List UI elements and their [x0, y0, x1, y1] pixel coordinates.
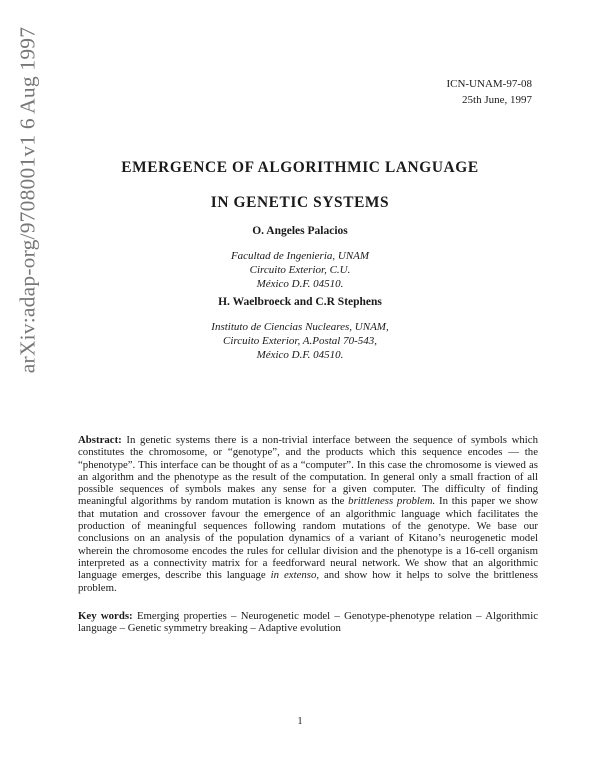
affiliation-2-line: Instituto de Ciencias Nucleares, UNAM,	[211, 321, 389, 333]
abstract-italic-1: brittleness problem.	[348, 495, 436, 508]
affiliation-2-line: Circuito Exterior, A.Postal 70-543,	[223, 335, 377, 347]
title-line-2: IN GENETIC SYSTEMS	[210, 194, 390, 211]
preprint-date: 25th June, 1997	[462, 94, 532, 106]
abstract-italic-2: in extenso,	[270, 569, 320, 582]
author-2: H. Waelbroeck and C.R Stephens	[218, 296, 382, 308]
abstract-text-3: and show how it helps to solve the brittleness problem.	[78, 569, 538, 594]
keywords	[78, 610, 538, 635]
affiliation-2	[0, 320, 600, 362]
abstract-text-1: In genetic systems there is a non-trivial interface between the sequence of symbols which constitutes the chromosome, or “genotype”, and the products which this sequence encodes — the “phenotype”. This interface can be thought of as a “computer”. In this case the chromosome is viewed as an algorithm and the phenotype as the result of the computation. In general only a small fraction of all possible sequences of symbols makes any sense for a given computer. The difficulty of finding meaningful algorithms by random mutation is known as the	[78, 434, 538, 508]
abstract	[78, 434, 538, 594]
abstract-label: Abstract:	[78, 434, 122, 446]
keywords-label: Key words:	[78, 610, 133, 622]
arxiv-identifier: arXiv:adap-org/9708001v1 6 Aug 1997	[15, 26, 40, 374]
title-line-1: EMERGENCE OF ALGORITHMIC LANGUAGE	[121, 159, 479, 176]
affiliation-2-line: México D.F. 04510.	[256, 349, 344, 361]
preprint-number: ICN-UNAM-97-08	[446, 78, 532, 90]
affiliation-1-line: Circuito Exterior, C.U.	[249, 264, 351, 276]
affiliation-1	[0, 249, 600, 291]
keywords-text: Emerging properties – Neurogenetic model – Genotype-phenotype relation – Algorithmic language – Genetic symmetry breaking – Adaptive evolution	[78, 610, 538, 635]
abstract-text-2: In this paper we show that mutation and crossover favour the emergence of an algorithmic language which facilitates the production of meaningful sequences following random mutations of the genotype. We base our conclusions on an analysis of the population dynamics of a variant of Kitano’s neurogenetic model wherein the chromosome encodes the rules for cellular division and the phenotype is a 16-cell organism interpreted as a connectivity matrix for a feedforward neural network. We show that an algorithmic language emerges, describe this language	[78, 495, 538, 582]
author-1: O. Angeles Palacios	[252, 225, 348, 237]
paper-title	[0, 150, 600, 220]
affiliation-1-line: Facultad de Ingenieria, UNAM	[230, 250, 370, 262]
preprint-info	[446, 76, 532, 108]
page-number: 1	[297, 716, 303, 727]
affiliation-1-line: México D.F. 04510.	[256, 278, 344, 290]
